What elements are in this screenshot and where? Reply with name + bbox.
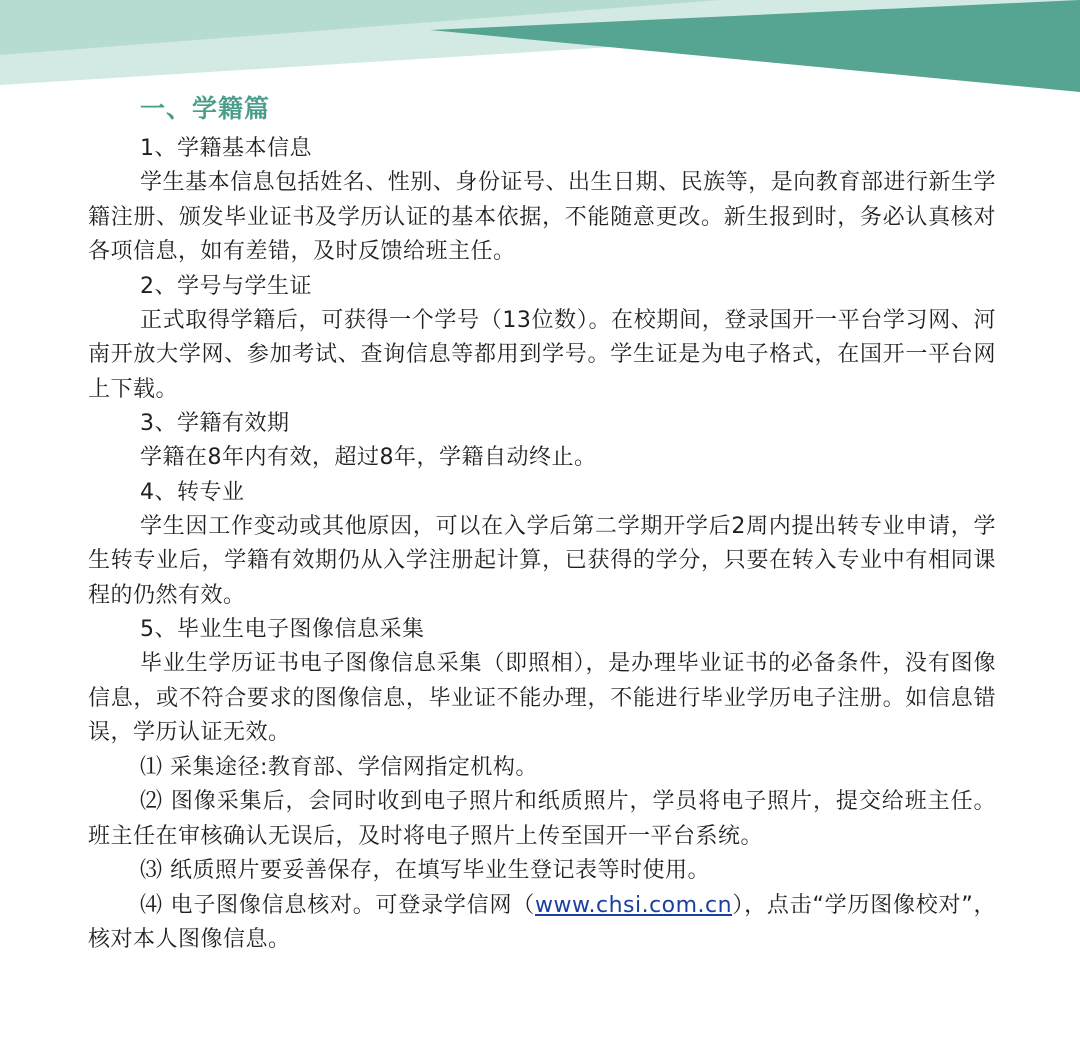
item-1-heading: 1、学籍基本信息	[140, 136, 312, 161]
item-4-text: 学生因工作变动或其他原因，可以在入学后第二学期开学后2周内提出转专业申请，学生转专业后，学籍有效期仍从入学注册起计算，已获得的学分，只要在转入专业中有相同课程的仍然有效。	[88, 513, 996, 608]
point-4-text-after: ），点击“学历图像校对”，核对本人图像信息。	[88, 892, 997, 952]
item-5-point-3: ⑶ 纸质照片要妥善保存，在填写毕业生登记表等时使用。	[140, 858, 710, 883]
item-1-text: 学生基本信息包括姓名、性别、身份证号、出生日期、民族等，是向教育部进行新生学籍注册、颁发毕业证书及学历认证的基本依据，不能随意更改。新生报到时，务必认真核对各项信息，如有差错，及时反馈给班主任。	[88, 170, 996, 264]
item-5-point-4	[88, 889, 996, 958]
item-2-text: 正式取得学籍后，可获得一个学号（13位数）。在校期间，登录国开一平台学习网、河南开放大学网、参加考试、查询信息等都用到学号。学生证是为电子格式，在国开一平台网上下载。	[88, 307, 996, 402]
document-body	[88, 90, 996, 958]
item-3-text: 学籍在8年内有效，超过8年，学籍自动终止。	[140, 445, 597, 470]
item-5-heading: 5、毕业生电子图像信息采集	[140, 617, 425, 642]
item-5-text: 毕业生学历证书电子图像信息采集（即照相），是办理毕业证书的必备条件，没有图像信息，或不符合要求的图像信息，毕业证不能办理，不能进行毕业学历电子注册。如信息错误，学历认证无效。	[88, 651, 996, 745]
item-2-heading: 2、学号与学生证	[140, 273, 312, 299]
point-4-text-before: ⑷ 电子图像信息核对。可登录学信网（	[140, 892, 536, 918]
header-banner	[0, 0, 1080, 100]
item-4-heading: 4、转专业	[140, 479, 245, 505]
chsi-link[interactable]: www.chsi.com.cn	[535, 892, 733, 918]
item-3-heading: 3、学籍有效期	[140, 411, 290, 436]
section-title: 一、学籍篇	[140, 94, 271, 123]
item-5-point-1: ⑴ 采集途径:教育部、学信网指定机构。	[140, 754, 538, 780]
item-5-point-2: ⑵ 图像采集后，会同时收到电子照片和纸质照片，学员将电子照片，提交给班主任。班主任在审核确认无误后，及时将电子照片上传至国开一平台系统。	[88, 789, 996, 849]
